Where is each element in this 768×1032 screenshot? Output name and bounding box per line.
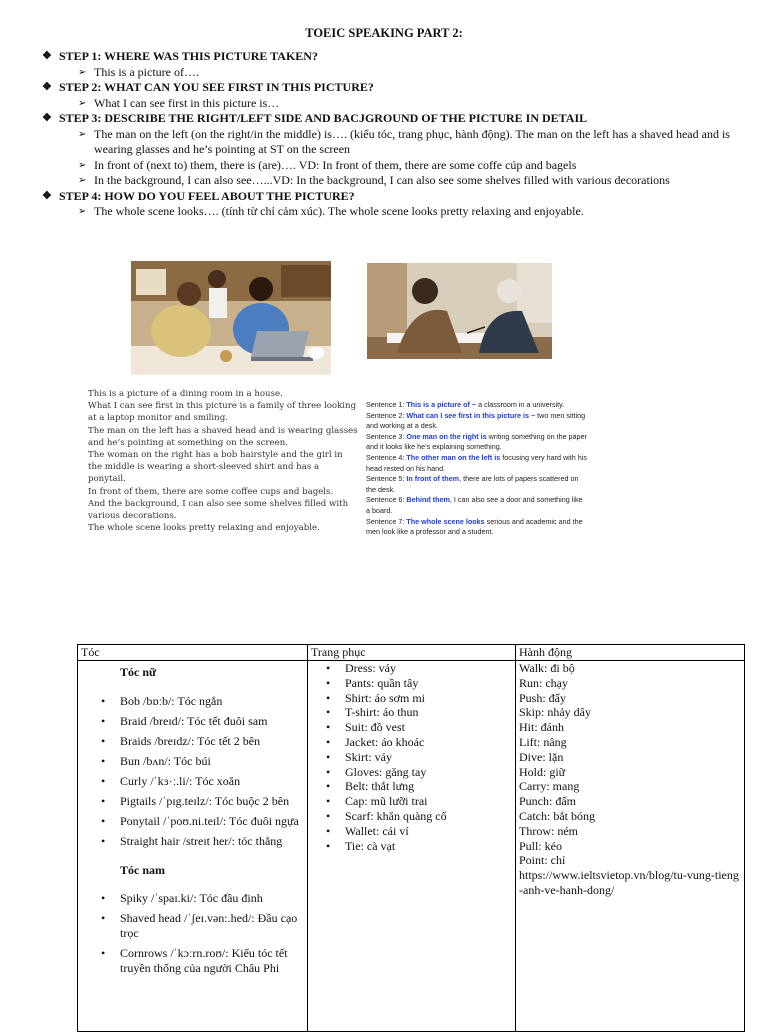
list-item: • Cornrows /ˈkɔːrn.roʊ/: Kiểu tóc tết truyền thống của người Châu Phi	[81, 946, 304, 976]
diamond-bullet-icon: ❖	[42, 112, 52, 124]
example-sentence-3: Sentence 3: One man on the right is writing something on the paper and it looks like he’s explaining something.	[366, 431, 587, 452]
table-row	[78, 661, 745, 1032]
list-item: • Bob /bɒːb/: Tóc ngắn	[81, 694, 304, 709]
arrow-bullet-icon: ➢	[78, 66, 87, 78]
example-left-line: The woman on the right has a bob hairstyle and the girl in the middle is wearing a short-sleeved shirt and has a ponytail.	[88, 450, 343, 485]
example-sentence-2: Sentence 2: What can I see first in this picture is ~ two men sitting and working at a desk.	[366, 410, 586, 431]
list-item: Skip: nhảy dây	[519, 705, 591, 720]
list-item: • Bun /bʌn/: Tóc búi	[81, 754, 304, 769]
list-item: • Scarf: khăn quàng cổ	[311, 809, 512, 824]
arrow-bullet-icon: ➢	[78, 175, 87, 186]
list-item: • Spiky /ˈspaɪ.ki/: Tóc đầu đinh	[81, 891, 304, 906]
list-item: Hit: đánh	[519, 720, 564, 735]
header-hair: Tóc	[78, 645, 308, 661]
arrow-bullet-icon: ➢	[78, 206, 87, 217]
list-item: Carry: mang	[519, 779, 580, 794]
step-3-item-1: ➢ The man on the left (on the right/in the middle) is…. (kiểu tóc, trang phục, hành động). The man on the left has a shaved head and is wearing glasses and he’s pointing at ST on the screen	[78, 126, 730, 156]
example-left-paragraph	[88, 388, 358, 534]
hair-female-title: Tóc nữ	[120, 665, 157, 679]
actions-list	[519, 661, 741, 898]
list-item: • Ponytail /ˈpoʊ.ni.teɪl/: Tóc đuôi ngựa	[81, 814, 304, 829]
actions-cell	[516, 661, 745, 1032]
classroom-photo	[367, 263, 552, 359]
table-header-row	[78, 645, 745, 661]
step-2-heading: ❖ STEP 2: WHAT CAN YOU SEE FIRST IN THIS PICTURE?	[42, 80, 374, 94]
example-left-line: What I can see first in this picture is a family of three looking at a laptop monitor and smiling.	[88, 401, 357, 424]
list-item: • Curly /ˈkɜ·ː.li/: Tóc xoăn	[81, 774, 304, 789]
list-item: • Shirt: áo sơm mi	[311, 691, 512, 706]
list-item: • Dress: váy	[311, 661, 512, 676]
list-item: • Belt: thắt lưng	[311, 779, 512, 794]
list-item: • Straight hair /streɪt her/: tóc thẳng	[81, 834, 304, 849]
list-item: • Suit: đồ vest	[311, 720, 512, 735]
example-left-line: And the background, I can also see some shelves filled with various decorations.	[88, 498, 349, 522]
list-item: • Jacket: áo khoác	[311, 735, 512, 750]
hair-cell	[78, 661, 308, 1032]
example-left-line: This is a picture of a dining room in a house.	[88, 389, 283, 399]
header-actions: Hành động	[516, 645, 745, 661]
list-item: • Wallet: cái ví	[311, 824, 512, 839]
list-item: • Braids /breɪdz/: Tóc tết 2 bên	[81, 734, 304, 749]
example-sentence-4: Sentence 4: The other man on the left is focusing very hard with his head rested on his hand.	[366, 452, 587, 473]
list-item: Punch: đấm	[519, 794, 576, 809]
example-sentence-7: Sentence 7: The whole scene looks serious and academic and the men look like a professor and a student.	[366, 516, 583, 537]
step-4-item: ➢ The whole scene looks…. (tính từ chỉ cảm xúc). The whole scene looks pretty relaxing and enjoyable.	[78, 204, 584, 218]
hair-male-list	[81, 891, 304, 976]
vocabulary-table	[77, 644, 745, 1032]
hair-male-title: Tóc nam	[120, 862, 165, 877]
list-item: Lift: nâng	[519, 734, 567, 749]
document-title: TOEIC SPEAKING PART 2:	[305, 26, 463, 40]
steps-section	[42, 49, 742, 220]
example-sentence-1: Sentence 1: This is a picture of ~ a classroom in a university.	[366, 400, 565, 409]
list-item: • T-shirt: áo thun	[311, 705, 512, 720]
step-1-heading: ❖ STEP 1: WHERE WAS THIS PICTURE TAKEN?	[42, 49, 318, 63]
diamond-bullet-icon: ❖	[42, 81, 52, 93]
header-clothing: Trang phục	[308, 645, 516, 661]
diamond-bullet-icon: ❖	[42, 50, 52, 62]
reference-link[interactable]: https://www.ieltsvietop.vn/blog/tu-vung-tieng-anh-ve-hanh-dong/	[519, 868, 739, 897]
list-item: • Cap: mũ lưỡi trai	[311, 794, 512, 809]
list-item: • Pants: quần tây	[311, 676, 512, 691]
list-item: Point: chỉ	[519, 853, 566, 868]
list-item: Pull: kéo	[519, 838, 563, 853]
example-left-line: The whole scene looks pretty relaxing and enjoyable.	[88, 523, 320, 534]
list-item: • Pigtails /ˈpɪg.teɪlz/: Tóc buộc 2 bên	[81, 794, 304, 809]
list-item: • Braid /breɪd/: Tóc tết đuôi sam	[81, 714, 304, 729]
step-3-item-3: ➢ In the background, I can also see…...VD: In the background, I can also see some shelves filled with various decorations	[78, 173, 670, 187]
list-item: Run: chạy	[519, 675, 568, 690]
example-right-sentences	[366, 400, 588, 538]
example-left-line: The man on the left has a shaved head and is wearing glasses and he’s pointing at something on the screen.	[88, 425, 358, 448]
list-item: • Gloves: găng tay	[311, 765, 512, 780]
list-item: Hold: giữ	[519, 764, 566, 779]
step-2-item: ➢ What I can see first in this picture is…	[78, 95, 280, 110]
example-sentence-6: Sentence 6: Behind them, I can also see a door and something like a board.	[366, 495, 583, 515]
step-1-item: ➢ This is a picture of….	[78, 64, 199, 79]
list-item: Catch: bắt bóng	[519, 808, 595, 823]
list-item: Throw: ném	[519, 823, 578, 838]
step-3-item-2: ➢ In front of (next to) them, there is (are)…. VD: In front of them, there are some coffe cúp and bagels	[78, 157, 577, 172]
family-laptop-photo	[131, 261, 331, 375]
list-item: Dive: lặn	[519, 749, 564, 764]
list-item: • Shaved head /ˈʃeɪ.vən:.hed/: Đầu cạo trọc	[81, 911, 304, 941]
hair-female-list	[81, 694, 304, 849]
example-sentence-5: Sentence 5: In front of them, there are lots of papers scattered on the desk.	[366, 474, 579, 494]
list-item: Push: đẩy	[519, 690, 567, 705]
arrow-bullet-icon: ➢	[78, 159, 87, 171]
arrow-bullet-icon: ➢	[78, 97, 87, 109]
list-item: • Skirt: váy	[311, 750, 512, 765]
example-left-line: In front of them, there are some coffee cups and bagels.	[88, 486, 334, 497]
diamond-bullet-icon: ❖	[42, 189, 52, 202]
list-item: • Tie: cà vạt	[311, 839, 512, 854]
clothing-list	[311, 661, 512, 853]
arrow-bullet-icon: ➢	[78, 128, 87, 140]
list-item: Walk: đi bộ	[519, 661, 575, 675]
step-3-heading: ❖ STEP 3: DESCRIBE THE RIGHT/LEFT SIDE AND BACJGROUND OF THE PICTURE IN DETAIL	[42, 111, 588, 125]
step-4-heading: ❖ STEP 4: HOW DO YOU FEEL ABOUT THE PICTURE?	[42, 188, 355, 203]
clothing-cell	[308, 661, 516, 1032]
